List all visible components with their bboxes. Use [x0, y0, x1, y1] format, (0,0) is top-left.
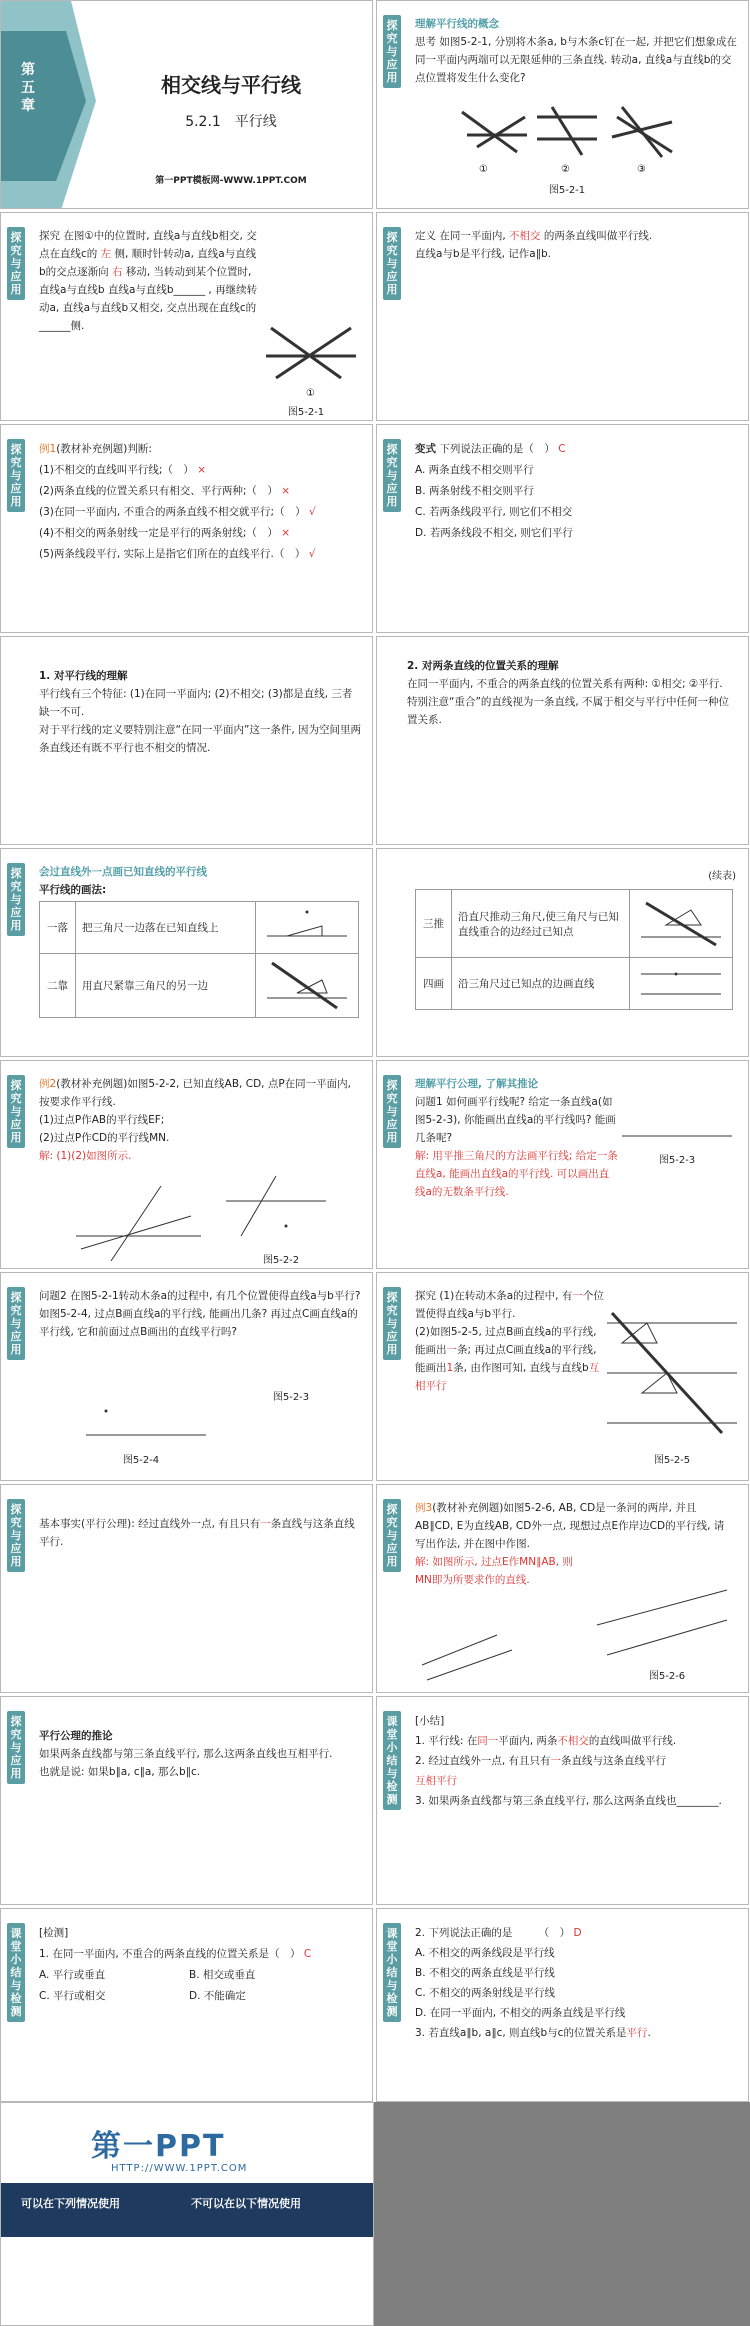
- slide-variant: [376, 424, 749, 633]
- option-item: B. 相交或垂直: [189, 1969, 256, 1981]
- brand-url: HTTP://WWW.1PPT.COM: [111, 2163, 248, 2174]
- explore-text: 探究 (1)在转动木条a的过程中, 有: [415, 1290, 573, 1302]
- site-credit: 第一PPT模板网-WWW.1PPT.COM: [155, 176, 307, 186]
- method-table: [415, 889, 733, 1010]
- fig-label: ①: [306, 388, 315, 399]
- figure-5-2-3: [617, 1126, 737, 1146]
- subheading: 平行公理的推论: [39, 1730, 113, 1742]
- step-value: 沿三角尺过已知点的边画直线: [452, 958, 630, 1010]
- step-figure: [262, 958, 352, 1010]
- explore-text: 侧.: [70, 320, 85, 332]
- step-value: 沿直尺推动三角尺,使三角尺与已知直线重合的边经过已知点: [452, 890, 630, 958]
- slide-axiom: [376, 1060, 749, 1269]
- definition-text: 直线a与b是平行线, 记作a∥b.: [415, 248, 551, 260]
- slide-example-1: [0, 424, 373, 633]
- judge-answer: √: [308, 548, 316, 560]
- section-tab: 探究与应用: [383, 1075, 401, 1148]
- explore-text: 移动, 当转动到某个位置时, 直线a与直线b: [39, 266, 252, 296]
- slide-test-1: [0, 1908, 373, 2102]
- section-tab: 探究与应用: [7, 439, 25, 512]
- paragraph: 对于平行线的定义要特别注意“在同一平面内”这一条件, 因为空间里两条直线还有既不平行也不相交的情况.: [39, 724, 362, 754]
- judge-answer: ×: [197, 464, 207, 476]
- explore-text: 侧, 顺时针转动a, 直线a与直线b的交点逐渐向: [39, 248, 257, 278]
- judge-item: (1)不相交的直线叫平行线;（ ）: [39, 464, 194, 476]
- example-text: (教材补充例题)如图5-2-2, 已知直线AB, CD, 点P在同一平面内, 按要求作平行线.: [39, 1078, 351, 1108]
- figure-5-2-6-left: [417, 1625, 517, 1685]
- judge-answer: ×: [281, 527, 291, 539]
- slide-question-2: [0, 1272, 373, 1481]
- judge-answer: √: [308, 506, 316, 518]
- explore-text: , 再继续转动a, 直线a与直线b又相交, 交点出现在直线c的: [39, 284, 258, 314]
- slide-test-2: 课堂小结与检测 2. 下列说法正确的是 （ ） D A. 不相交的两条线段是平行线 B. 不相交的两条直线是平行线 C. 不相交的两条射线是平行线 D. 在同一平面内, 不相交的两条直线是平行线 3. 若直线a∥b, a∥c, 则直线b与c的位置关系是平行.: [376, 1908, 749, 2102]
- figure-rotate: [261, 308, 361, 403]
- option-item: C. 平行或相交: [39, 1990, 106, 2002]
- section-tab: 探究与应用: [7, 227, 25, 300]
- slide-cover: [0, 0, 373, 209]
- judge-answer: ×: [281, 485, 291, 497]
- step-value: 把三角尺一边落在已知直线上: [76, 902, 256, 954]
- fig-label-1: ①: [479, 164, 488, 175]
- option-item: C. 若两条线段平行, 则它们不相交: [415, 506, 573, 518]
- answer-fill: 互相平行: [415, 1775, 457, 1787]
- section-heading: 理解平行线的概念: [415, 18, 499, 30]
- figure-5-2-5: [602, 1303, 742, 1443]
- example-answer: 解: 如图所示, 过点E作MN∥AB, 则MN即为所要求作的直线.: [415, 1556, 573, 1586]
- slide-drawing-method: [0, 848, 373, 1057]
- answer-fill: 互相平行: [415, 1362, 600, 1392]
- summary-text: 1. 平行线: 在: [415, 1735, 478, 1747]
- figure-caption: 图5-2-3: [272, 1392, 310, 1403]
- step-figure: [636, 895, 726, 950]
- slide-corollary: [0, 1696, 373, 1905]
- brand-logo: 第一PPT: [91, 2129, 226, 2164]
- figure-5-2-6-right: [592, 1585, 732, 1665]
- summary-text: 的直线叫做平行线.: [588, 1735, 677, 1747]
- figure-caption: 图5-2-3: [658, 1155, 696, 1166]
- explore-text: 条; 再过点C画直线a的平行线, 能画出: [415, 1344, 597, 1374]
- answer-fill: 一: [572, 1290, 583, 1302]
- slide-explore: 探究与应用 探究 在图①中的位置时, 直线a与直线b相交, 交点在直线c的 左 侧, 顺时针转动a, 直线a与直线b的交点逐渐向 右 移动, 当转动到某个位置时, 直线a与直线b 直线a与直线b______ , 再继续转动a, 直线a与直线b又相交, 交点出现在直线c的______侧. ① 图5-2-1: [0, 212, 373, 421]
- fact-text: 基本事实(平行公理): 经过直线外一点, 有且只有: [39, 1518, 261, 1530]
- fig-label-2: ②: [561, 164, 570, 175]
- answer-fill: 一: [260, 1518, 271, 1530]
- test-question: 2. 下列说法正确的是 （ ）: [415, 1927, 571, 1939]
- slide-explore-2: [376, 1272, 749, 1481]
- method-table: [39, 901, 359, 1018]
- explore-text: 与直线b: [550, 1362, 589, 1374]
- slide-summary: 课堂小结与检测 [小结] 1. 平行线: 在同一平面内, 两条不相交的直线叫做平行线. 2. 经过直线外一点, 有且只有一条直线与这条直线平行 互相平行 3. 如果两条直线都与第三条直线平行, 那么这两条直线也________.: [376, 1696, 749, 1905]
- figure-caption: 图5-2-1: [287, 407, 325, 418]
- example-title: 例3: [415, 1502, 433, 1514]
- step-key: 三推: [416, 890, 452, 958]
- slide-understanding-1: [0, 636, 373, 845]
- explore-text: (2)如图5-2-5, 过点B画直线a的平行线, 能画出: [415, 1326, 597, 1356]
- answer-fill: 1: [446, 1362, 454, 1374]
- example-question: (2)过点P作CD的平行线MN.: [39, 1132, 170, 1144]
- section-tab: 探究与应用: [383, 227, 401, 300]
- question-text: 问题1 如何画平行线呢? 给定一条直线a(如图5-2-3), 你能画出直线a的平行线吗? 能画几条呢?: [415, 1096, 616, 1144]
- page-subtitle: 5.2.1 平行线: [185, 114, 277, 130]
- figure-caption: 图5-2-1: [548, 185, 586, 196]
- example-text: (教材补充例题)如图5-2-6, AB, CD是一条河的两岸, 并且AB∥CD, E为直线AB, CD外一点, 现想过点E作岸边CD的平行线, 请写出作法, 并在图中作图.: [415, 1502, 725, 1550]
- section-tab: 探究与应用: [383, 15, 401, 88]
- subheading: 2. 对两条直线的位置关系的理解: [407, 660, 559, 672]
- explore-text: 探究 在图①中的位置时, 直线a与直线b相交, 交点在直线c的: [39, 230, 257, 260]
- section-tab: 探究与应用: [7, 1499, 25, 1572]
- continued-label: (续表): [708, 871, 736, 882]
- definition-text: 的两条直线叫做平行线.: [543, 230, 653, 242]
- paragraph: 平行线有三个特征: (1)在同一平面内; (2)不相交; (3)都是直线, 三者缺一不可.: [39, 688, 353, 718]
- subheading: 平行线的画法:: [39, 884, 107, 896]
- test-answer: C: [303, 1948, 312, 1960]
- answer-text: 解: 用平推三角尺的方法画平行线; 给定一条直线a, 能画出直线a的平行线. 可以画出直线a的无数条平行线.: [415, 1150, 618, 1198]
- paragraph: 也就是说: 如果b∥a, c∥a, 那么b∥c.: [39, 1766, 201, 1778]
- answer-fill: 不相交: [557, 1735, 589, 1747]
- question-text: 问题2 在图5-2-1转动木条a的过程中, 有几个位置使得直线a与b平行? 如图5-2-4, 过点B画直线a的平行线, 能画出几条? 再过点C画直线a的平行线, 它和前面过点B画出的直线平行吗?: [39, 1290, 361, 1338]
- answer-fill: 左: [100, 248, 112, 260]
- figure-caption: 图5-2-6: [648, 1671, 686, 1682]
- test-answer: D: [573, 1927, 582, 1939]
- answer-fill: 平行: [626, 2027, 648, 2039]
- slide-example-3: [376, 1484, 749, 1693]
- option-item: A. 平行或垂直: [39, 1969, 106, 1981]
- slide-basic-fact: [0, 1484, 373, 1693]
- figure-5-2-2-right: [221, 1171, 331, 1241]
- step-value: 用直尺紧靠三角尺的另一边: [76, 954, 256, 1018]
- option-item: B. 两条射线不相交则平行: [415, 485, 534, 497]
- step-key: 四画: [416, 958, 452, 1010]
- option-item: D. 若两条线段不相交, 则它们平行: [415, 527, 573, 539]
- paragraph: 特别注意“重合”的直线视为一条直线, 不属于相交与平行中任何一种位置关系.: [407, 696, 730, 726]
- figure-caption: 图5-2-5: [653, 1455, 691, 1466]
- slide-example-2: [0, 1060, 373, 1269]
- chapter-tab: 第五章: [21, 62, 35, 114]
- section-tab: 探究与应用: [383, 1499, 401, 1572]
- judge-item: (4)不相交的两条射线一定是平行的两条射线;（ ）: [39, 527, 278, 539]
- fact-text: 条直线与这条直线平行.: [39, 1518, 355, 1548]
- fig-label-3: ③: [637, 164, 646, 175]
- section-tab: 课堂小结与检测: [383, 1711, 401, 1810]
- usage-right: 不可以在以下情况使用: [191, 2197, 301, 2210]
- usage-left: 可以在下列情况使用: [21, 2197, 120, 2210]
- variant-title: 变式: [415, 443, 436, 455]
- section-heading: 理解平行公理, 了解其推论: [415, 1078, 539, 1090]
- answer-fill: 右: [112, 266, 123, 278]
- slide-concept: [376, 0, 749, 209]
- variant-question: 下列说法正确的是（ ）: [439, 443, 555, 455]
- question-text: 思考 如图5-2-1, 分别将木条a, b与木条c钉在一起, 并把它们想象成在同一平面内两端可以无限延伸的三条直线. 转动a, 直线a与直线b的交点位置将发生什么变化?: [415, 36, 737, 84]
- section-tab: 探究与应用: [7, 1075, 25, 1148]
- section-tab: 探究与应用: [7, 1711, 25, 1784]
- figure-5-2-2-left: [71, 1181, 211, 1266]
- summary-heading: [小结]: [415, 1715, 445, 1727]
- example-title: 例1: [39, 443, 57, 455]
- example-source: (教材补充例题)判断:: [56, 443, 152, 455]
- section-tab: 课堂小结与检测: [383, 1923, 401, 2022]
- summary-text: 3. 如果两条直线都与第三条直线平行, 那么这两条直线也: [415, 1795, 677, 1807]
- answer-fill: 不相交: [509, 230, 541, 242]
- judge-item: (2)两条直线的位置关系只有相交、平行两种;（ ）: [39, 485, 278, 497]
- judge-item: (3)在同一平面内, 不重合的两条直线不相交就平行;（ ）: [39, 506, 306, 518]
- figure-caption: 图5-2-2: [262, 1255, 300, 1266]
- section-tab: 探究与应用: [383, 439, 401, 512]
- option-item: D. 在同一平面内, 不相交的两条直线是平行线: [415, 2007, 626, 2019]
- option-item: A. 两条直线不相交则平行: [415, 464, 534, 476]
- example-answer: 解: (1)(2)如图所示.: [39, 1150, 132, 1162]
- judge-item: (5)两条线段平行, 实际上是指它们所在的直线平行.（ ）: [39, 548, 306, 560]
- explore-text: 直线a与直线b: [107, 284, 174, 296]
- step-figure: [262, 906, 352, 946]
- example-question: (1)过点P作AB的平行线EF;: [39, 1114, 165, 1126]
- slide-drawing-method-cont: [376, 848, 749, 1057]
- option-item: C. 不相交的两条射线是平行线: [415, 1987, 556, 1999]
- answer-fill: 一: [550, 1755, 562, 1767]
- test-question: 1. 在同一平面内, 不重合的两条直线的位置关系是（ ）: [39, 1948, 301, 1960]
- paragraph: 在同一平面内, 不重合的两条直线的位置关系有两种: ①相交; ②平行.: [407, 678, 723, 690]
- figure-5-2-4: [81, 1403, 211, 1443]
- step-key: 一落: [40, 902, 76, 954]
- answer-fill: 同一: [477, 1735, 499, 1747]
- section-tab: 探究与应用: [383, 1287, 401, 1360]
- page-title: 相交线与平行线: [161, 73, 301, 97]
- answer-fill: 一: [446, 1344, 457, 1356]
- slide-understanding-2: [376, 636, 749, 845]
- option-item: D. 不能确定: [189, 1990, 246, 2002]
- step-key: 二靠: [40, 954, 76, 1018]
- figure-caption: 图5-2-4: [122, 1455, 160, 1466]
- section-tab: 探究与应用: [7, 863, 25, 936]
- test-heading: [检测]: [39, 1927, 69, 1939]
- option-item: A. 不相交的两条线段是平行线: [415, 1947, 555, 1959]
- summary-text: 2. 经过直线外一点, 有且只有: [415, 1755, 551, 1767]
- slide-definition: [376, 212, 749, 421]
- footer-slide: [0, 2102, 374, 2326]
- paragraph: 如果两条直线都与第三条直线平行, 那么这两条直线也互相平行.: [39, 1748, 333, 1760]
- explore-text: 个位置使得直线a与b平行.: [415, 1290, 604, 1320]
- section-tab: 探究与应用: [7, 1287, 25, 1360]
- subheading: 1. 对平行线的理解: [39, 670, 128, 682]
- summary-text: 平面内, 两条: [498, 1735, 558, 1747]
- empty-area: [374, 2102, 750, 2326]
- variant-answer: C: [558, 443, 566, 455]
- option-item: B. 不相交的两条直线是平行线: [415, 1967, 555, 1979]
- test-question: 3. 若直线a∥b, a∥c, 则直线b与c的位置关系是: [415, 2027, 627, 2039]
- section-tab: 课堂小结与检测: [7, 1923, 25, 2022]
- figure-5-2-1: [457, 97, 677, 177]
- definition-text: 定义 在同一平面内,: [415, 230, 506, 242]
- section-heading: 会过直线外一点画已知直线的平行线: [39, 866, 207, 878]
- step-figure: [636, 962, 726, 1002]
- explore-text: 条, 由作图可知, 直线: [453, 1362, 551, 1374]
- example-title: 例2: [39, 1078, 57, 1090]
- summary-text: 条直线与这条直线平行: [561, 1755, 667, 1767]
